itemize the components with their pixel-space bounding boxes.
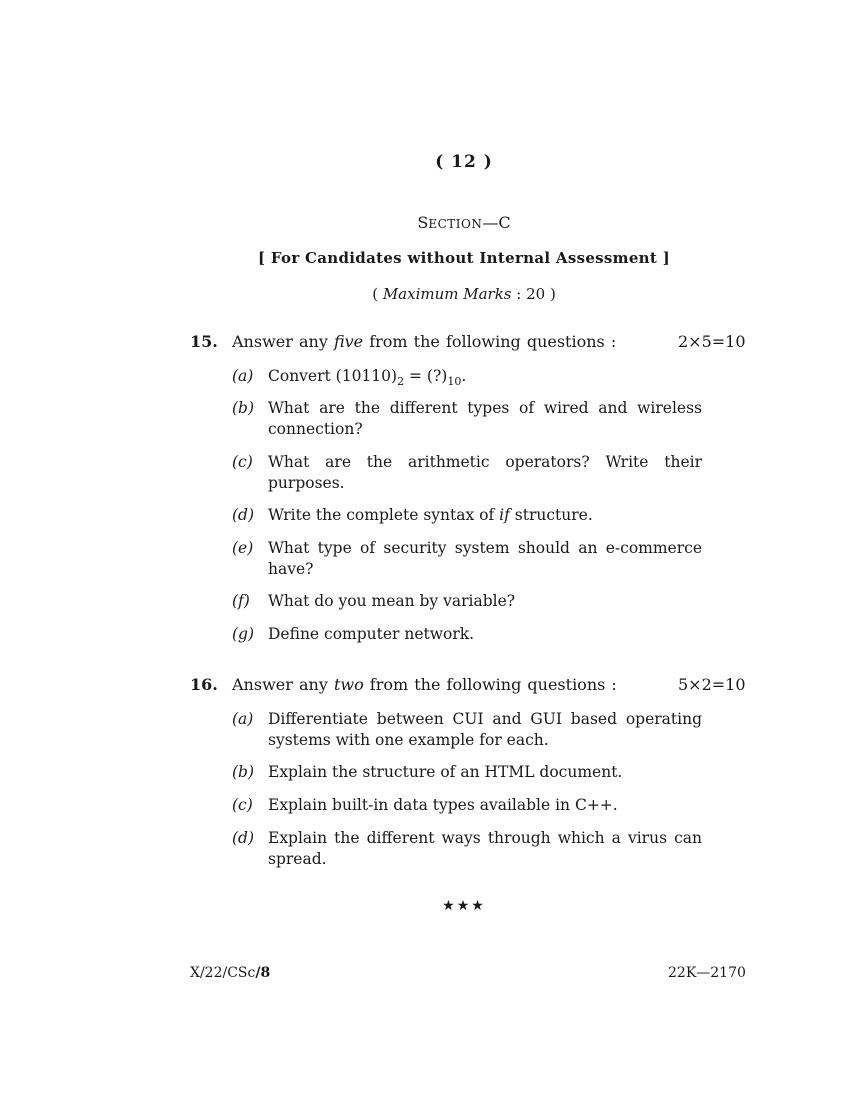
part-text: Explain the structure of an HTML document. <box>268 763 623 781</box>
part-text <box>268 505 702 526</box>
question-part <box>232 624 702 645</box>
prompt-emphasis: five <box>333 332 364 351</box>
max-marks-open: ( <box>372 285 383 303</box>
part-text-emphasis: if <box>499 506 510 524</box>
question-part <box>232 828 702 870</box>
part-label: (c) <box>232 796 253 814</box>
question-prompt <box>232 332 616 351</box>
part-label: (c) <box>232 453 253 471</box>
prompt-end: from the following questions : <box>363 675 617 694</box>
part-label: (b) <box>232 399 255 417</box>
subscript-base: 10 <box>447 375 462 388</box>
question-part <box>232 505 702 526</box>
question-part <box>232 452 702 494</box>
part-text: Explain built-in data types available in C++. <box>268 796 618 814</box>
question-part <box>232 538 702 580</box>
part-text-start: Convert (10110) <box>268 367 398 385</box>
paper-code <box>190 965 270 981</box>
part-text: Explain the different ways through which a virus can spread. <box>268 829 702 868</box>
end-of-paper-stars: ★★★ <box>442 898 486 914</box>
question-marks: 2×5=10 <box>678 332 746 351</box>
part-text-end: structure. <box>509 506 593 524</box>
part-text: Define computer network. <box>268 625 475 643</box>
prompt-emphasis: two <box>333 675 364 694</box>
part-label: (e) <box>232 539 254 557</box>
part-text: What type of security system should an e-commerce have? <box>268 539 702 578</box>
paper-code-text: X/22/CSc <box>190 965 256 981</box>
part-label: (a) <box>232 367 254 385</box>
part-text: What do you mean by variable? <box>268 592 516 610</box>
part-label: (g) <box>232 625 255 643</box>
part-text: What are the arithmetic operators? Write their purposes. <box>268 453 702 492</box>
question-part <box>232 398 702 440</box>
question-part <box>232 591 702 612</box>
section-label: —C <box>482 213 511 232</box>
part-text-start: Write the complete syntax of <box>268 506 500 524</box>
question-number: 16. <box>190 675 218 694</box>
question-number: 15. <box>190 332 218 351</box>
question-part <box>232 366 702 392</box>
subscript-base: 2 <box>397 375 405 388</box>
print-code: 22K—2170 <box>668 965 746 981</box>
part-text <box>268 366 702 392</box>
max-marks-label: Maximum Marks <box>382 285 512 303</box>
max-marks-value: : 20 ) <box>511 285 556 303</box>
part-label: (d) <box>232 829 255 847</box>
page-number: ( 12 ) <box>435 152 493 172</box>
part-label: (a) <box>232 710 254 728</box>
question-part <box>232 762 702 783</box>
paper-page-count: /8 <box>255 965 271 981</box>
part-label: (f) <box>232 592 250 610</box>
part-text: Differentiate between CUI and GUI based operating systems with one example for each. <box>268 710 702 749</box>
prompt-end: from the following questions : <box>363 332 617 351</box>
question-part <box>232 795 702 816</box>
prompt-start: Answer any <box>232 675 334 694</box>
part-text-mid: = (?) <box>404 367 448 385</box>
part-text: What are the different types of wired and wireless connection? <box>268 399 702 438</box>
section-word-rest: ECTION <box>428 217 483 231</box>
part-label: (d) <box>232 506 255 524</box>
prompt-start: Answer any <box>232 332 334 351</box>
part-text-end: . <box>461 367 467 385</box>
question-marks: 5×2=10 <box>678 675 746 694</box>
section-subtitle: [ For Candidates without Internal Assessment ] <box>257 249 671 267</box>
part-label: (b) <box>232 763 255 781</box>
section-word-initial: S <box>417 213 429 232</box>
maximum-marks <box>0 285 850 303</box>
question-prompt <box>232 675 617 694</box>
question-part <box>232 709 702 751</box>
section-title <box>0 213 850 232</box>
